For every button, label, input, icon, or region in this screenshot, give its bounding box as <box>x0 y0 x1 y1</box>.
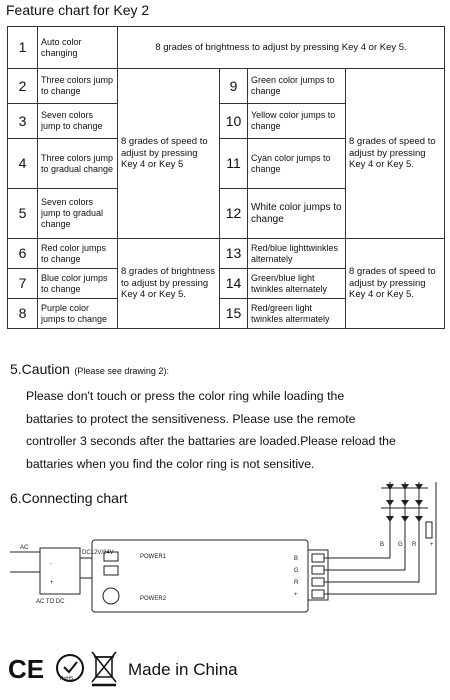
weee-bin-icon <box>92 652 116 685</box>
caution-text <box>26 385 444 475</box>
mode-description: Yellow color jumps to change <box>248 104 346 139</box>
connecting-heading: 6.Connecting chart <box>10 490 128 506</box>
mode-note: 8 grades of brightness to adjust by pressing Key 4 or Key 5. <box>118 239 220 329</box>
ce-mark-icon: CE <box>8 654 45 684</box>
ac-to-dc-label: AC TO DC <box>36 599 65 605</box>
row-number: 6 <box>8 239 38 269</box>
minus-label: - <box>50 561 52 567</box>
output-label-r: R <box>294 580 299 586</box>
mode-description: Green color jumps to change <box>248 69 346 104</box>
page-title: Feature chart for Key 2 <box>6 2 150 18</box>
mode-description: Red color jumps to change <box>38 239 118 269</box>
table-row <box>8 239 445 269</box>
mode-description: Green/blue light twinkles alternately <box>248 269 346 299</box>
output-label-plus: + <box>294 592 298 598</box>
caution-line: battaries when you find the color ring is not sensitive. <box>26 456 315 471</box>
table-row <box>8 27 445 69</box>
row-number: 13 <box>220 239 248 269</box>
mode-description: Three colors jump to change <box>38 69 118 104</box>
caution-heading-row <box>10 361 169 379</box>
caution-line: controller 3 seconds after the battaries are loaded.Please reload the <box>26 434 396 448</box>
strip-label-r: R <box>412 542 417 548</box>
mode-description: Cyan color jumps to change <box>248 139 346 189</box>
strip-label-g: G <box>398 542 403 548</box>
row-number: 8 <box>8 299 38 329</box>
power2-label: POWER2 <box>140 596 167 602</box>
made-in-label: Made in China <box>128 660 238 679</box>
row-number: 1 <box>8 27 38 69</box>
row-number: 15 <box>220 299 248 329</box>
power1-label: POWER1 <box>140 554 167 560</box>
rohs-label: RoHS <box>60 676 74 682</box>
mode-description: Seven colors jump to change <box>38 104 118 139</box>
mode-description: Auto color changing <box>38 27 118 69</box>
row-number: 9 <box>220 69 248 104</box>
mode-description: Seven colors jump to gradual change <box>38 189 118 239</box>
dc-label: DC12V/24V <box>82 550 114 556</box>
certification-icons <box>8 648 128 688</box>
feature-chart <box>7 26 445 329</box>
row-number: 11 <box>220 139 248 189</box>
row-number: 4 <box>8 139 38 189</box>
mode-description: Red/green light twinkles altermately <box>248 299 346 329</box>
caution-line: Please don't touch or press the color ring while loading the <box>26 389 345 403</box>
caution-heading: 5.Caution <box>10 361 70 377</box>
row-number: 3 <box>8 104 38 139</box>
row-number: 12 <box>220 189 248 239</box>
ac-label: AC <box>20 545 29 551</box>
resistor-icon <box>426 522 432 538</box>
row-number: 10 <box>220 104 248 139</box>
mode-note: 8 grades of brightness to adjust by pressing Key 4 or Key 5. <box>118 27 445 69</box>
output-label-b: B <box>294 556 299 562</box>
output-label-g: G <box>294 568 299 574</box>
mode-note: 8 grades of speed to adjust by pressing Key 4 or Key 5. <box>346 69 445 239</box>
caution-subheading: (Please see drawing 2): <box>74 366 169 376</box>
row-number: 7 <box>8 269 38 299</box>
mode-description: Three colors jump to gradual change <box>38 139 118 189</box>
caution-line: battaries to protect the sensitiveness. Please use the remote <box>26 411 356 426</box>
mode-description: Purple color jumps to change <box>38 299 118 329</box>
row-number: 14 <box>220 269 248 299</box>
row-number: 5 <box>8 189 38 239</box>
plus-label: + <box>50 580 54 586</box>
table-row <box>8 69 445 104</box>
mode-note: 8 grades of speed to adjust by pressing Key 4 or Key 5 <box>118 69 220 239</box>
mode-note: 8 grades of speed to adjust by pressing Key 4 or Key 5. <box>346 239 445 329</box>
strip-label-b: B <box>380 542 385 548</box>
controller-box <box>92 540 308 612</box>
mode-description: Red/blue lighttwinkles alternately <box>248 239 346 269</box>
ac-to-dc-adapter <box>40 548 80 594</box>
connecting-diagram <box>0 478 450 618</box>
mode-description: Blue color jumps to change <box>38 269 118 299</box>
row-number: 2 <box>8 69 38 104</box>
mode-description: White color jumps to change <box>248 189 346 239</box>
strip-label-plus: + <box>430 542 434 548</box>
